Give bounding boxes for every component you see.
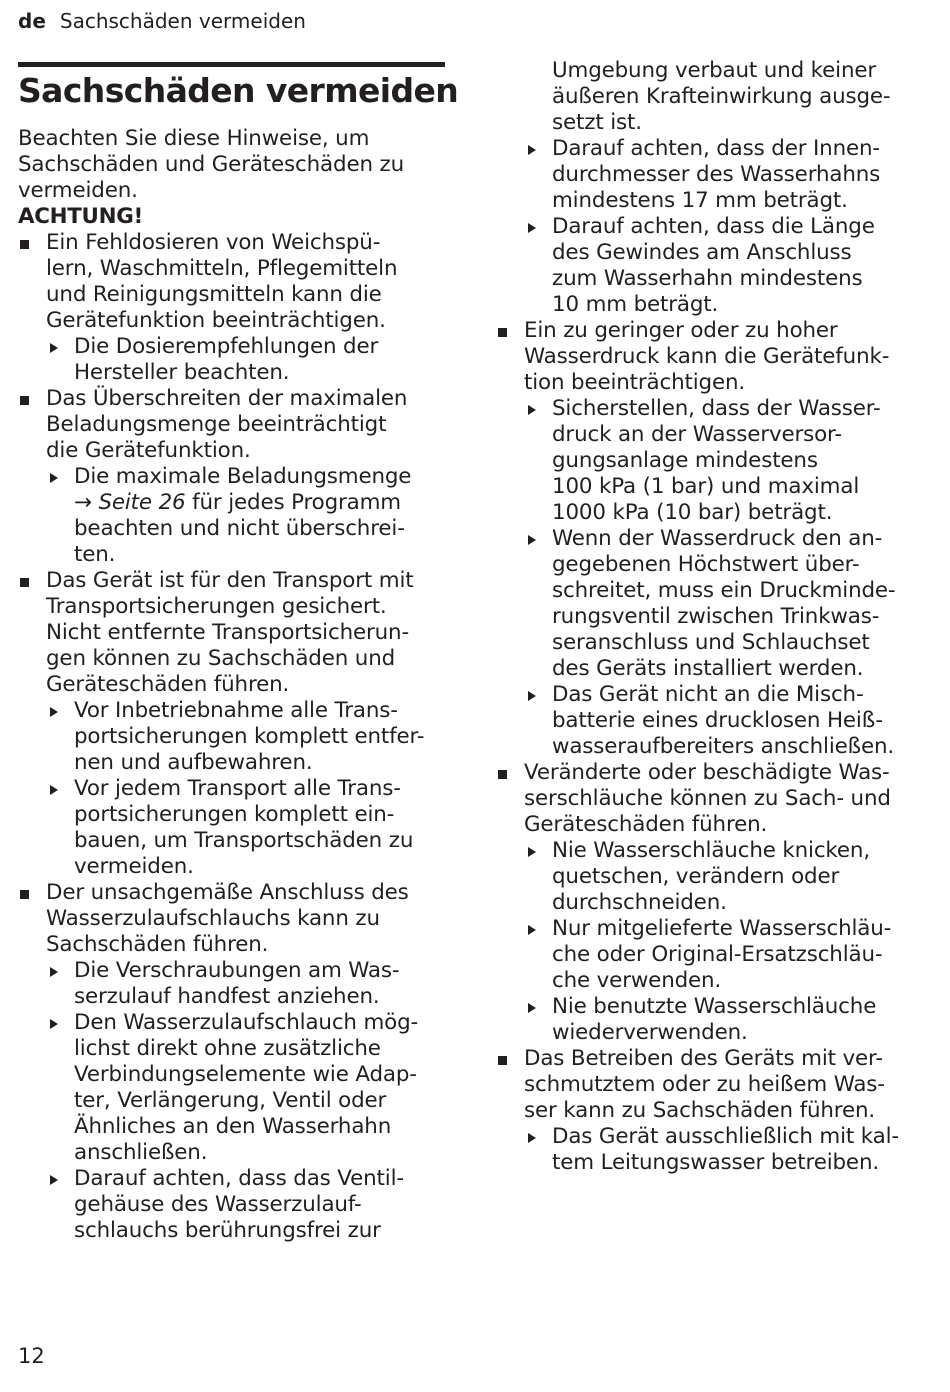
running-header — [18, 8, 306, 34]
bullet-item: Das Überschreiten der maximalen Beladungsmenge beeinträchtigt die Gerätefunktion. — [18, 386, 458, 464]
step-item: Die Verschraubungen am Was- serzulauf handfest anziehen. — [18, 958, 458, 1010]
step-arrow-icon — [50, 1019, 58, 1029]
step-item: Darauf achten, dass das Ventil- gehäuse des Wasserzulauf- schlauchs berührungsfrei zur — [18, 1166, 458, 1244]
bullet-square-icon — [20, 578, 29, 587]
step-arrow-icon — [528, 145, 536, 155]
cross-reference-arrow: → — [74, 490, 99, 515]
step-continuation: Umgebung verbaut und keiner äußeren Krafteinwirkung ausge- setzt ist. — [552, 58, 891, 135]
bullet-item: Ein zu geringer oder zu hoher Wasserdruck kann die Gerätefunk- tion beeinträchtigen. — [496, 318, 936, 396]
step-arrow-icon — [528, 223, 536, 233]
step-arrow-icon — [50, 707, 58, 717]
step-arrow-icon — [528, 925, 536, 935]
bullet-square-icon — [498, 1056, 507, 1065]
step-arrow-icon — [50, 967, 58, 977]
right-column — [496, 58, 936, 1176]
bullet-item: Der unsachgemäße Anschluss des Wasserzulaufschlauchs kann zu Sachschäden führen. — [18, 880, 458, 958]
step-arrow-icon — [50, 1175, 58, 1185]
bullet-item: Das Gerät ist für den Transport mit Transportsicherungen gesichert. Nicht entfernte Transportsicherun- gen können zu Sachschäden und Geräteschäden führen. — [18, 568, 458, 698]
bullet-item: Das Betreiben des Geräts mit ver- schmutztem oder zu heißem Was- ser kann zu Sachschäden führen. — [496, 1046, 936, 1124]
step-item: Darauf achten, dass die Länge des Gewindes am Anschluss zum Wasserhahn mindestens 10 mm beträgt. — [496, 214, 936, 318]
step-item: Das Gerät ausschließlich mit kal- tem Leitungswasser betreiben. — [496, 1124, 936, 1176]
page-cross-reference[interactable]: Seite 26 — [98, 490, 186, 515]
bullet-square-icon — [498, 770, 507, 779]
language-code: de — [18, 9, 46, 33]
step-item: Das Gerät nicht an die Misch- batterie eines drucklosen Heiß- wasseraufbereiters anschließen. — [496, 682, 936, 760]
step-arrow-icon — [528, 1133, 536, 1143]
bullet-square-icon — [498, 328, 507, 337]
bullet-square-icon — [20, 890, 29, 899]
step-arrow-icon — [50, 343, 58, 353]
step-arrow-icon — [528, 1003, 536, 1013]
intro-paragraph: Beachten Sie diese Hinweise, um Sachschäden und Geräteschäden zu vermeiden. — [18, 126, 404, 203]
page-title: Sachschäden vermeiden — [18, 71, 459, 110]
bullet-item: Ein Fehldosieren von Weichspü- lern, Waschmitteln, Pflegemitteln und Reinigungsmitteln kann die Gerätefunktion beeinträchtigen. — [18, 230, 458, 334]
step-arrow-icon — [50, 473, 58, 483]
step-item: Wenn der Wasserdruck den an- gegebenen Höchstwert über- schreitet, muss ein Druckminde- rungsventil zwischen Trinkwas- seranschluss und Schlauchset des Geräts installiert werden. — [496, 526, 936, 682]
step-item: Sicherstellen, dass der Wasser- druck an der Wasserversor- gungsanlage mindestens 100 kPa (1 bar) und maximal 1000 kPa (10 bar) beträgt. — [496, 396, 936, 526]
step-arrow-icon — [528, 405, 536, 415]
bullet-item: Veränderte oder beschädigte Was- serschläuche können zu Sach- und Geräteschäden führen. — [496, 760, 936, 838]
step-item: Den Wasserzulaufschlauch mög- lichst direkt ohne zusätzliche Verbindungselemente wie Adap- ter, Verlängerung, Ventil oder Ähnliches an den Wasserhahn anschließen. — [18, 1010, 458, 1166]
bullet-square-icon — [20, 396, 29, 405]
page-number: 12 — [18, 1344, 45, 1368]
step-item: Vor Inbetriebnahme alle Trans- portsicherungen komplett entfer- nen und aufbewahren. — [18, 698, 458, 776]
step-arrow-icon — [528, 847, 536, 857]
step-item: Nie benutzte Wasserschläuche wiederverwenden. — [496, 994, 936, 1046]
left-column — [18, 126, 458, 1244]
warning-heading: ACHTUNG! — [18, 204, 143, 229]
step-item: Nie Wasserschläuche knicken, quetschen, verändern oder durchschneiden. — [496, 838, 936, 916]
running-header-title: Sachschäden vermeiden — [59, 9, 306, 33]
step-item: Die Dosierempfehlungen der Hersteller beachten. — [18, 334, 458, 386]
step-arrow-icon — [528, 535, 536, 545]
bullet-square-icon — [20, 240, 29, 249]
step-arrow-icon — [50, 785, 58, 795]
step-item: Die maximale Beladungsmenge → Seite 26 für jedes Programm beachten und nicht überschrei- ten. — [18, 464, 458, 568]
step-item: Darauf achten, dass der Innen- durchmesser des Wasserhahns mindestens 17 mm beträgt. — [496, 136, 936, 214]
step-item: Nur mitgelieferte Wasserschläu- che oder Original-Ersatzschläu- che verwenden. — [496, 916, 936, 994]
title-rule — [18, 62, 445, 67]
step-item: Vor jedem Transport alle Trans- portsicherungen komplett ein- bauen, um Transportschäden zu vermeiden. — [18, 776, 458, 880]
step-arrow-icon — [528, 691, 536, 701]
